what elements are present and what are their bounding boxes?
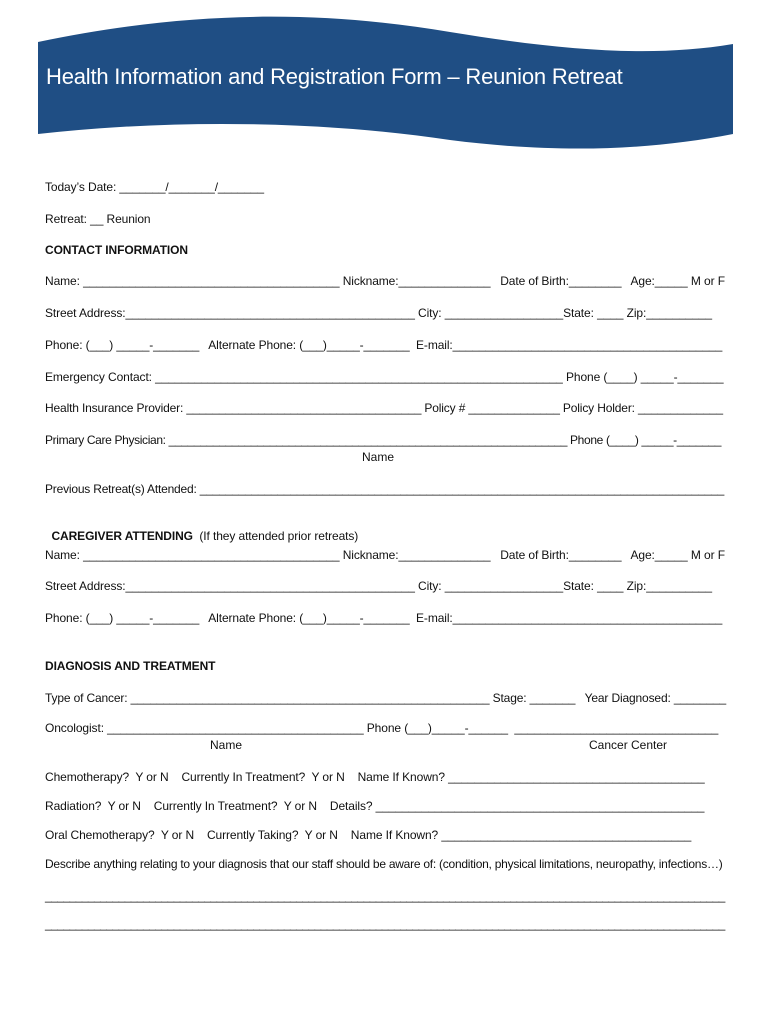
caregiver-phone-row[interactable]: Phone: (___) _____-_______ Alternate Phone: (___)_____-_______ E-mail:_________________________________________: [45, 611, 723, 625]
cancer-type-row[interactable]: Type of Cancer: _______________________________________________________ Stage: _______ Year Diagnosed: ________: [45, 691, 727, 705]
primary-care-row[interactable]: Primary Care Physician: _______________________________________________________________ Phone (____) _____-_______: [45, 433, 722, 447]
describe-answer-line-2[interactable]: _______________________________________________________________________________________________________________: [45, 917, 725, 931]
diagnosis-section-heading: DIAGNOSIS AND TREATMENT: [45, 659, 216, 673]
todays-date-field[interactable]: Today’s Date: _______/_______/_______: [45, 180, 264, 194]
previous-retreats-row[interactable]: Previous Retreat(s) Attended: _________________________________________________________________________________: [45, 482, 725, 496]
emergency-contact-row[interactable]: Emergency Contact: ______________________________________________________________ Phone (____) _____-_______: [45, 370, 724, 384]
caregiver-name-row[interactable]: Name: _______________________________________ Nickname:______________ Date of Birth:________ Age:_____ M or F: [45, 548, 725, 562]
retreat-field[interactable]: Retreat: __ Reunion: [45, 212, 151, 226]
oncologist-row[interactable]: Oncologist: _______________________________________ Phone (___)_____-______ _______________________________: [45, 721, 719, 735]
contact-address-row[interactable]: Street Address:____________________________________________ City: __________________State: ____ Zip:__________: [45, 306, 712, 320]
contact-section-heading: CONTACT INFORMATION: [45, 243, 188, 257]
primary-care-name-caption: Name: [362, 450, 395, 464]
chemotherapy-row[interactable]: Chemotherapy? Y or N Currently In Treatment? Y or N Name If Known? _______________________________________: [45, 770, 705, 784]
insurance-row[interactable]: Health Insurance Provider: ____________________________________ Policy # ______________ Policy Holder: _____________: [45, 401, 723, 415]
oncologist-name-caption: Name: [210, 738, 243, 752]
form-title: Health Information and Registration Form – Reunion Retreat: [46, 64, 623, 89]
caregiver-section-heading: CAREGIVER ATTENDING: [51, 529, 193, 543]
describe-prompt: Describe anything relating to your diagnosis that our staff should be aware of: (condition, physical limitations, neuropathy, infections…): [45, 857, 723, 871]
oral-chemotherapy-row[interactable]: Oral Chemotherapy? Y or N Currently Taking? Y or N Name If Known? ______________________________________: [45, 828, 692, 842]
caregiver-note: (If they attended prior retreats): [199, 529, 359, 543]
radiation-row[interactable]: Radiation? Y or N Currently In Treatment? Y or N Details? __________________________________________________: [45, 799, 705, 813]
describe-answer-line-1[interactable]: _______________________________________________________________________________________________________________: [45, 889, 725, 903]
caregiver-heading-row: [45, 515, 358, 543]
header-banner: [0, 0, 770, 170]
contact-phone-row[interactable]: Phone: (___) _____-_______ Alternate Phone: (___)_____-_______ E-mail:_________________________________________: [45, 338, 723, 352]
caregiver-address-row[interactable]: Street Address:____________________________________________ City: __________________State: ____ Zip:__________: [45, 579, 712, 593]
cancer-center-caption: Cancer Center: [589, 738, 668, 752]
contact-name-row[interactable]: Name: _______________________________________ Nickname:______________ Date of Birth:________ Age:_____ M or F: [45, 274, 725, 288]
